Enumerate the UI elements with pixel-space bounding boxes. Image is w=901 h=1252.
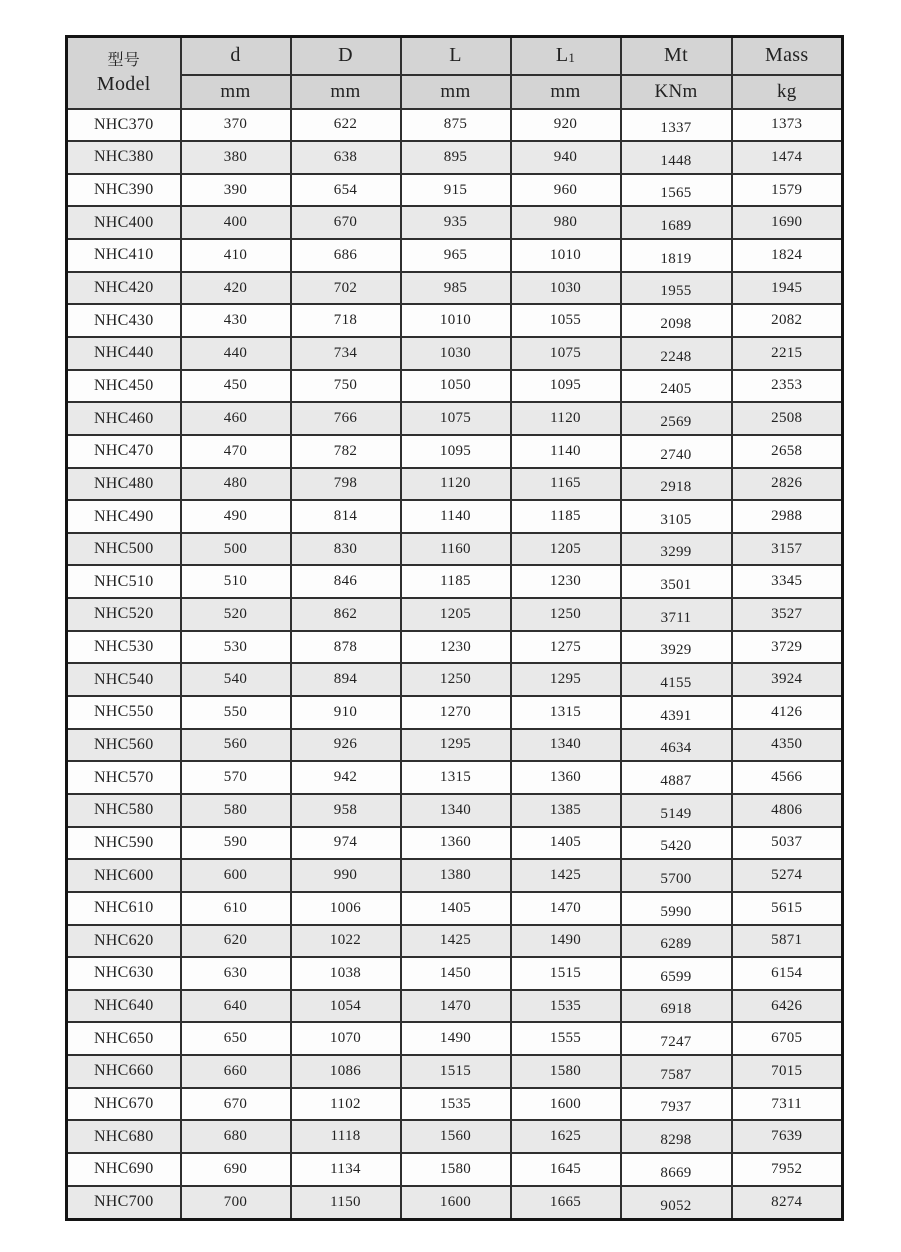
- cell-L1: 1490: [511, 925, 621, 958]
- cell-L1: 1315: [511, 696, 621, 729]
- table-row: [67, 565, 843, 598]
- cell-d: 490: [181, 500, 291, 533]
- header-col-Mass-label: Mass: [765, 44, 809, 67]
- cell-Mt: 2248: [621, 337, 732, 370]
- table-row: [67, 631, 843, 664]
- cell-model: NHC440: [67, 337, 181, 370]
- cell-model: NHC510: [67, 565, 181, 598]
- cell-Mass: 1474: [732, 141, 843, 174]
- header-row-names: [67, 37, 843, 75]
- cell-Mt: 1448: [621, 141, 732, 174]
- cell-D: 766: [291, 402, 401, 435]
- table-row: [67, 1186, 843, 1220]
- header-col-L: [401, 37, 511, 75]
- header-model-en: Model: [96, 72, 151, 95]
- cell-Mt: 4887: [621, 761, 732, 794]
- cell-L: 1490: [401, 1022, 511, 1055]
- cell-Mt: 1819: [621, 239, 732, 272]
- cell-d: 390: [181, 174, 291, 207]
- header-col-d-label: d: [230, 44, 241, 67]
- cell-Mass: 1945: [732, 272, 843, 305]
- cell-D: 1006: [291, 892, 401, 925]
- cell-D: 1070: [291, 1022, 401, 1055]
- cell-Mt: 3711: [621, 598, 732, 631]
- cell-Mt: 7937: [621, 1088, 732, 1121]
- cell-model: NHC520: [67, 598, 181, 631]
- cell-D: 654: [291, 174, 401, 207]
- table-row: [67, 957, 843, 990]
- cell-d: 540: [181, 663, 291, 696]
- cell-d: 640: [181, 990, 291, 1023]
- cell-D: 1054: [291, 990, 401, 1023]
- cell-Mt: 3501: [621, 565, 732, 598]
- cell-d: 440: [181, 337, 291, 370]
- cell-L1: 1185: [511, 500, 621, 533]
- cell-Mass: 2658: [732, 435, 843, 468]
- cell-d: 520: [181, 598, 291, 631]
- cell-d: 480: [181, 468, 291, 501]
- cell-L1: 1470: [511, 892, 621, 925]
- table-header: [67, 37, 843, 109]
- cell-L1: 1600: [511, 1088, 621, 1121]
- cell-d: 510: [181, 565, 291, 598]
- cell-L: 1010: [401, 304, 511, 337]
- cell-L1: 1030: [511, 272, 621, 305]
- cell-Mass: 5615: [732, 892, 843, 925]
- cell-d: 450: [181, 370, 291, 403]
- cell-Mass: 6426: [732, 990, 843, 1023]
- cell-d: 430: [181, 304, 291, 337]
- cell-d: 670: [181, 1088, 291, 1121]
- table-row: [67, 109, 843, 142]
- cell-D: 1150: [291, 1186, 401, 1220]
- cell-L: 965: [401, 239, 511, 272]
- cell-L: 895: [401, 141, 511, 174]
- cell-Mt: 6289: [621, 925, 732, 958]
- cell-Mass: 2826: [732, 468, 843, 501]
- cell-Mass: 4806: [732, 794, 843, 827]
- cell-Mass: 2082: [732, 304, 843, 337]
- cell-model: NHC420: [67, 272, 181, 305]
- cell-Mt: 4155: [621, 663, 732, 696]
- cell-D: 974: [291, 827, 401, 860]
- table-row: [67, 174, 843, 207]
- cell-Mt: 5420: [621, 827, 732, 860]
- cell-Mt: 6918: [621, 990, 732, 1023]
- cell-d: 420: [181, 272, 291, 305]
- cell-Mt: 7247: [621, 1022, 732, 1055]
- cell-D: 1022: [291, 925, 401, 958]
- cell-Mt: 2569: [621, 402, 732, 435]
- table-row: [67, 304, 843, 337]
- cell-L1: 1385: [511, 794, 621, 827]
- cell-L1: 1095: [511, 370, 621, 403]
- header-col-d: [181, 37, 291, 75]
- cell-d: 410: [181, 239, 291, 272]
- cell-D: 750: [291, 370, 401, 403]
- cell-Mass: 7639: [732, 1120, 843, 1153]
- cell-L1: 1515: [511, 957, 621, 990]
- header-col-D: [291, 37, 401, 75]
- header-col-D-label: D: [338, 44, 353, 67]
- table-row: [67, 272, 843, 305]
- table-row: [67, 206, 843, 239]
- cell-L: 1580: [401, 1153, 511, 1186]
- cell-L1: 1360: [511, 761, 621, 794]
- table-row: [67, 663, 843, 696]
- cell-d: 550: [181, 696, 291, 729]
- cell-L1: 1665: [511, 1186, 621, 1220]
- table-row: [67, 500, 843, 533]
- cell-d: 560: [181, 729, 291, 762]
- cell-D: 878: [291, 631, 401, 664]
- header-unit-d: mm: [181, 75, 291, 109]
- cell-model: NHC630: [67, 957, 181, 990]
- cell-Mass: 5274: [732, 859, 843, 892]
- cell-Mt: 1689: [621, 206, 732, 239]
- cell-L: 1205: [401, 598, 511, 631]
- cell-d: 590: [181, 827, 291, 860]
- cell-L1: 1055: [511, 304, 621, 337]
- header-col-L-label: L: [449, 44, 462, 67]
- cell-D: 622: [291, 109, 401, 142]
- cell-Mass: 3527: [732, 598, 843, 631]
- cell-L1: 1555: [511, 1022, 621, 1055]
- table-row: [67, 990, 843, 1023]
- cell-model: NHC690: [67, 1153, 181, 1186]
- header-col-Mt: [621, 37, 732, 75]
- cell-model: NHC380: [67, 141, 181, 174]
- cell-L: 1295: [401, 729, 511, 762]
- cell-Mt: 5700: [621, 859, 732, 892]
- cell-L: 1140: [401, 500, 511, 533]
- table-row: [67, 1055, 843, 1088]
- cell-L1: 1425: [511, 859, 621, 892]
- cell-model: NHC570: [67, 761, 181, 794]
- cell-d: 600: [181, 859, 291, 892]
- cell-model: NHC490: [67, 500, 181, 533]
- cell-L: 1535: [401, 1088, 511, 1121]
- cell-Mt: 3929: [621, 631, 732, 664]
- cell-Mass: 6154: [732, 957, 843, 990]
- table-row: [67, 1120, 843, 1153]
- cell-Mass: 7015: [732, 1055, 843, 1088]
- cell-D: 670: [291, 206, 401, 239]
- cell-L1: 960: [511, 174, 621, 207]
- cell-Mt: 6599: [621, 957, 732, 990]
- table-row: [67, 468, 843, 501]
- cell-d: 660: [181, 1055, 291, 1088]
- header-unit-L1: mm: [511, 75, 621, 109]
- cell-Mass: 5871: [732, 925, 843, 958]
- cell-Mass: 2215: [732, 337, 843, 370]
- cell-d: 690: [181, 1153, 291, 1186]
- cell-L: 1425: [401, 925, 511, 958]
- cell-L: 1360: [401, 827, 511, 860]
- cell-Mt: 8298: [621, 1120, 732, 1153]
- cell-D: 926: [291, 729, 401, 762]
- table-row: [67, 370, 843, 403]
- cell-Mt: 8669: [621, 1153, 732, 1186]
- cell-L1: 920: [511, 109, 621, 142]
- cell-Mass: 3729: [732, 631, 843, 664]
- cell-model: NHC500: [67, 533, 181, 566]
- header-col-L1: [511, 37, 621, 75]
- cell-D: 990: [291, 859, 401, 892]
- cell-L: 1340: [401, 794, 511, 827]
- cell-D: 734: [291, 337, 401, 370]
- cell-D: 1038: [291, 957, 401, 990]
- cell-Mt: 2405: [621, 370, 732, 403]
- cell-L1: 1230: [511, 565, 621, 598]
- table-row: [67, 794, 843, 827]
- cell-Mass: 3157: [732, 533, 843, 566]
- cell-model: NHC370: [67, 109, 181, 142]
- cell-model: NHC600: [67, 859, 181, 892]
- cell-L1: 1165: [511, 468, 621, 501]
- cell-Mass: 8274: [732, 1186, 843, 1220]
- cell-L1: 980: [511, 206, 621, 239]
- table-row: [67, 533, 843, 566]
- table-row: [67, 859, 843, 892]
- cell-model: NHC550: [67, 696, 181, 729]
- cell-L1: 1075: [511, 337, 621, 370]
- cell-d: 630: [181, 957, 291, 990]
- cell-model: NHC660: [67, 1055, 181, 1088]
- cell-Mt: 1955: [621, 272, 732, 305]
- cell-Mt: 4634: [621, 729, 732, 762]
- header-model-cn: 型号: [107, 51, 141, 69]
- table-row: [67, 598, 843, 631]
- table-row: [67, 141, 843, 174]
- cell-d: 620: [181, 925, 291, 958]
- cell-Mass: 2508: [732, 402, 843, 435]
- cell-model: NHC410: [67, 239, 181, 272]
- cell-Mt: 1565: [621, 174, 732, 207]
- cell-D: 1118: [291, 1120, 401, 1153]
- cell-L: 1515: [401, 1055, 511, 1088]
- cell-Mass: 6705: [732, 1022, 843, 1055]
- cell-L1: 940: [511, 141, 621, 174]
- cell-model: NHC450: [67, 370, 181, 403]
- cell-L: 1560: [401, 1120, 511, 1153]
- cell-Mass: 5037: [732, 827, 843, 860]
- table-row: [67, 1022, 843, 1055]
- cell-L: 1600: [401, 1186, 511, 1220]
- cell-D: 718: [291, 304, 401, 337]
- table-row: [67, 696, 843, 729]
- cell-Mt: 1337: [621, 109, 732, 142]
- cell-Mass: 1579: [732, 174, 843, 207]
- spec-table: [65, 35, 844, 1221]
- cell-L1: 1340: [511, 729, 621, 762]
- cell-model: NHC700: [67, 1186, 181, 1220]
- table-row: [67, 1088, 843, 1121]
- cell-Mass: 7952: [732, 1153, 843, 1186]
- cell-Mt: 3105: [621, 500, 732, 533]
- cell-Mass: 3345: [732, 565, 843, 598]
- cell-Mass: 3924: [732, 663, 843, 696]
- cell-Mt: 7587: [621, 1055, 732, 1088]
- cell-d: 680: [181, 1120, 291, 1153]
- cell-d: 380: [181, 141, 291, 174]
- cell-model: NHC390: [67, 174, 181, 207]
- cell-D: 638: [291, 141, 401, 174]
- cell-model: NHC670: [67, 1088, 181, 1121]
- cell-D: 830: [291, 533, 401, 566]
- cell-Mt: 2740: [621, 435, 732, 468]
- header-unit-Mt: KNm: [621, 75, 732, 109]
- cell-D: 686: [291, 239, 401, 272]
- header-col-L1-sub: 1: [568, 50, 576, 66]
- cell-L: 1405: [401, 892, 511, 925]
- cell-L1: 1580: [511, 1055, 621, 1088]
- cell-model: NHC470: [67, 435, 181, 468]
- cell-L1: 1140: [511, 435, 621, 468]
- cell-D: 782: [291, 435, 401, 468]
- cell-Mt: 2098: [621, 304, 732, 337]
- cell-D: 1134: [291, 1153, 401, 1186]
- cell-L: 1160: [401, 533, 511, 566]
- cell-D: 1086: [291, 1055, 401, 1088]
- header-row-units: [67, 75, 843, 109]
- cell-L1: 1250: [511, 598, 621, 631]
- header-unit-L: mm: [401, 75, 511, 109]
- cell-Mass: 1824: [732, 239, 843, 272]
- cell-Mass: 2988: [732, 500, 843, 533]
- cell-model: NHC590: [67, 827, 181, 860]
- cell-L1: 1120: [511, 402, 621, 435]
- cell-L: 1185: [401, 565, 511, 598]
- cell-L: 1315: [401, 761, 511, 794]
- cell-Mt: 5990: [621, 892, 732, 925]
- cell-d: 650: [181, 1022, 291, 1055]
- cell-L1: 1295: [511, 663, 621, 696]
- cell-Mass: 1690: [732, 206, 843, 239]
- header-col-Mass: [732, 37, 843, 75]
- cell-D: 862: [291, 598, 401, 631]
- cell-Mass: 1373: [732, 109, 843, 142]
- table-row: [67, 239, 843, 272]
- table-row: [67, 1153, 843, 1186]
- cell-model: NHC480: [67, 468, 181, 501]
- table-row: [67, 402, 843, 435]
- cell-model: NHC460: [67, 402, 181, 435]
- cell-d: 470: [181, 435, 291, 468]
- cell-L: 1250: [401, 663, 511, 696]
- cell-model: NHC540: [67, 663, 181, 696]
- cell-model: NHC640: [67, 990, 181, 1023]
- header-unit-D: mm: [291, 75, 401, 109]
- cell-L1: 1645: [511, 1153, 621, 1186]
- cell-L1: 1625: [511, 1120, 621, 1153]
- table-row: [67, 435, 843, 468]
- cell-L: 1030: [401, 337, 511, 370]
- cell-L1: 1535: [511, 990, 621, 1023]
- cell-d: 530: [181, 631, 291, 664]
- cell-d: 370: [181, 109, 291, 142]
- cell-L: 1095: [401, 435, 511, 468]
- table-row: [67, 925, 843, 958]
- cell-d: 700: [181, 1186, 291, 1220]
- cell-model: NHC580: [67, 794, 181, 827]
- cell-L: 1380: [401, 859, 511, 892]
- cell-d: 610: [181, 892, 291, 925]
- cell-Mt: 5149: [621, 794, 732, 827]
- cell-model: NHC560: [67, 729, 181, 762]
- cell-D: 942: [291, 761, 401, 794]
- cell-L: 1075: [401, 402, 511, 435]
- cell-Mt: 2918: [621, 468, 732, 501]
- cell-L1: 1010: [511, 239, 621, 272]
- cell-Mass: 4350: [732, 729, 843, 762]
- cell-model: NHC400: [67, 206, 181, 239]
- header-unit-Mass: kg: [732, 75, 843, 109]
- cell-Mt: 9052: [621, 1186, 732, 1220]
- cell-D: 894: [291, 663, 401, 696]
- cell-model: NHC610: [67, 892, 181, 925]
- table-row: [67, 827, 843, 860]
- cell-D: 958: [291, 794, 401, 827]
- cell-D: 702: [291, 272, 401, 305]
- cell-Mass: 4126: [732, 696, 843, 729]
- cell-model: NHC680: [67, 1120, 181, 1153]
- cell-L: 935: [401, 206, 511, 239]
- table-row: [67, 729, 843, 762]
- cell-L1: 1205: [511, 533, 621, 566]
- cell-D: 910: [291, 696, 401, 729]
- table-row: [67, 892, 843, 925]
- cell-D: 846: [291, 565, 401, 598]
- cell-L: 1270: [401, 696, 511, 729]
- header-col-L1-label: L: [555, 44, 569, 67]
- cell-L: 915: [401, 174, 511, 207]
- cell-d: 460: [181, 402, 291, 435]
- cell-L: 1120: [401, 468, 511, 501]
- cell-model: NHC650: [67, 1022, 181, 1055]
- cell-L: 1470: [401, 990, 511, 1023]
- cell-Mass: 2353: [732, 370, 843, 403]
- cell-d: 580: [181, 794, 291, 827]
- cell-d: 570: [181, 761, 291, 794]
- header-col-Mt-label: Mt: [664, 44, 688, 67]
- cell-D: 1102: [291, 1088, 401, 1121]
- cell-d: 500: [181, 533, 291, 566]
- cell-L: 1450: [401, 957, 511, 990]
- cell-Mt: 4391: [621, 696, 732, 729]
- cell-d: 400: [181, 206, 291, 239]
- cell-L: 1050: [401, 370, 511, 403]
- table-row: [67, 761, 843, 794]
- table-row: [67, 337, 843, 370]
- cell-model: NHC530: [67, 631, 181, 664]
- cell-L: 875: [401, 109, 511, 142]
- cell-D: 798: [291, 468, 401, 501]
- header-model: [67, 37, 181, 109]
- cell-L1: 1275: [511, 631, 621, 664]
- cell-Mt: 3299: [621, 533, 732, 566]
- cell-L1: 1405: [511, 827, 621, 860]
- cell-D: 814: [291, 500, 401, 533]
- cell-model: NHC620: [67, 925, 181, 958]
- cell-Mass: 4566: [732, 761, 843, 794]
- cell-L: 985: [401, 272, 511, 305]
- table-body: [67, 109, 843, 1220]
- cell-model: NHC430: [67, 304, 181, 337]
- cell-L: 1230: [401, 631, 511, 664]
- cell-Mass: 7311: [732, 1088, 843, 1121]
